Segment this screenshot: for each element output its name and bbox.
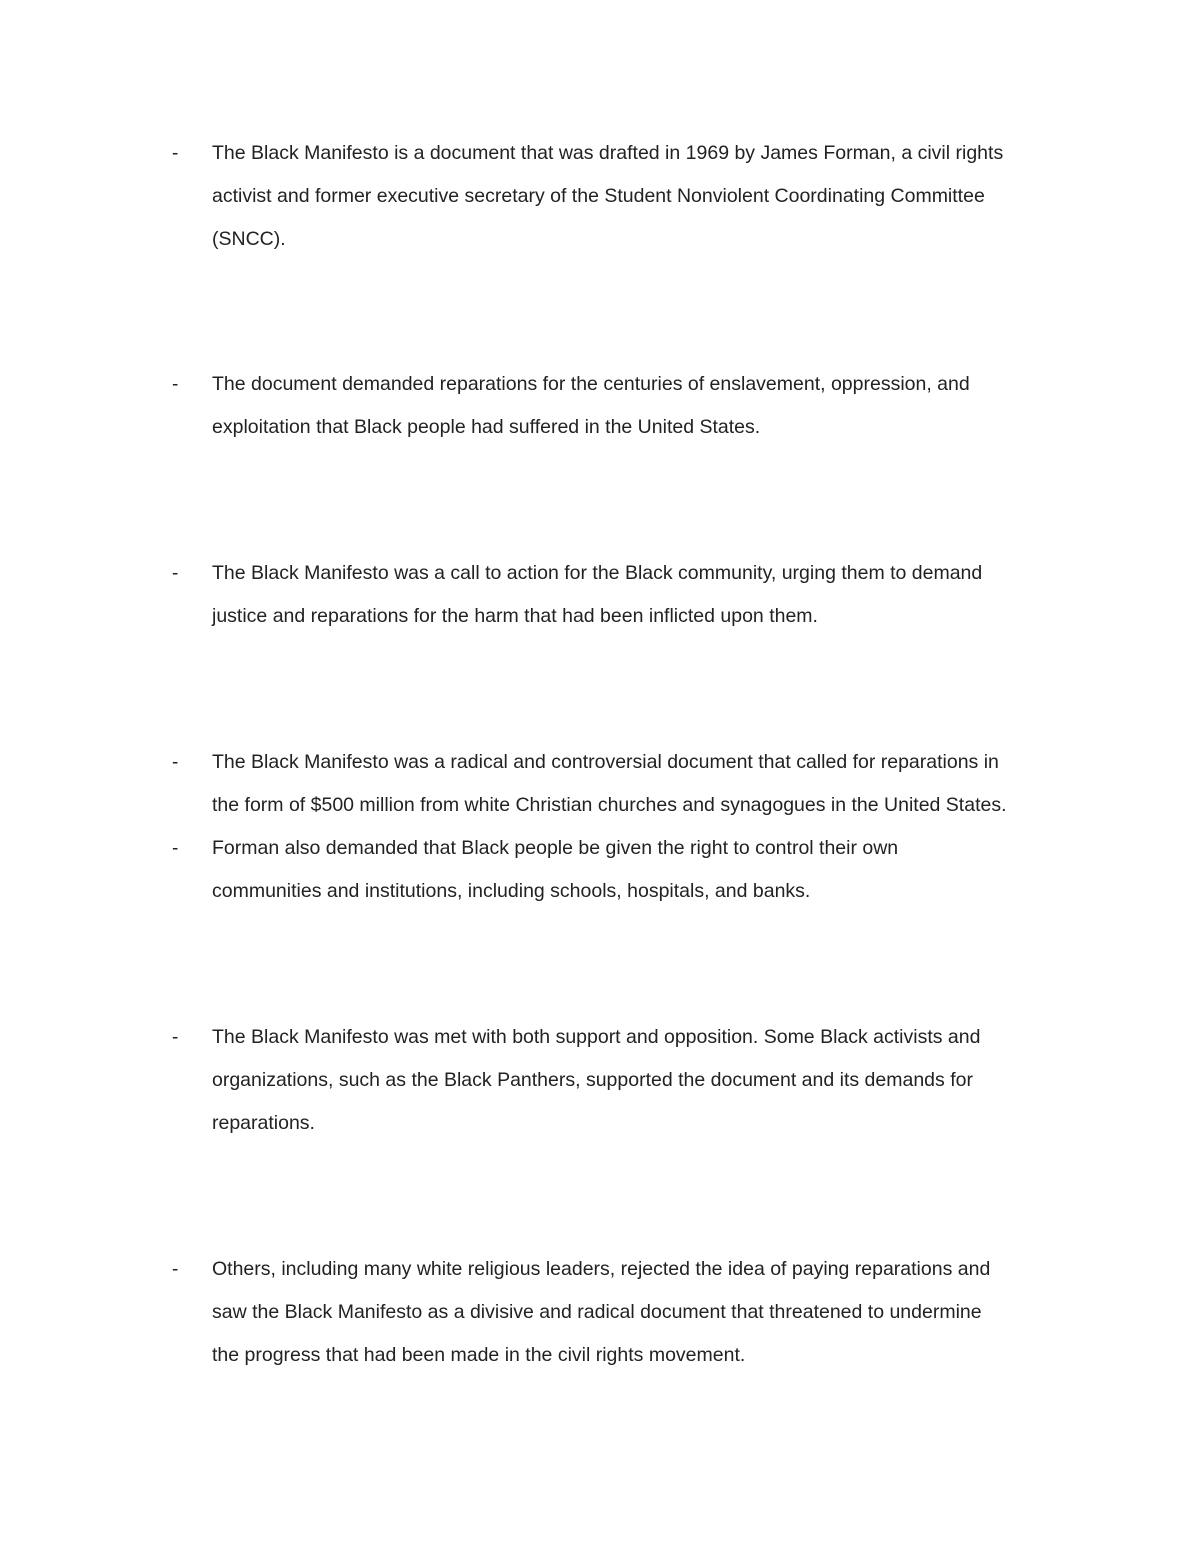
bullet-marker: - (172, 143, 179, 164)
bullet-marker: - (172, 752, 179, 773)
bullet-text: Others, including many white religious leaders, rejected the idea of paying reparations and saw the Black Manifesto as a divisive and radical document that threatened to undermine the progress that had been made in the civil rights movement. (212, 1258, 991, 1366)
bullet-text: The Black Manifesto was a call to action for the Black community, urging them to demand justice and reparations for the harm that had been inflicted upon them. (212, 562, 983, 627)
bullet-marker: - (172, 1259, 179, 1280)
bullet-text: The Black Manifesto is a document that was drafted in 1969 by James Forman, a civil rights activist and former executive secretary of the Student Nonviolent Coordinating Committee (SNCC). (212, 142, 1004, 250)
bullet-text: The document demanded reparations for the centuries of enslavement, oppression, and exploitation that Black people had suffered in the United States. (212, 373, 970, 438)
bullet-text: The Black Manifesto was met with both support and opposition. Some Black activists and organizations, such as the Black Panthers, supported the document and its demands for reparations. (212, 1026, 981, 1134)
bullet-marker: - (172, 838, 179, 859)
bullet-marker: - (172, 1027, 179, 1048)
bullet-text: The Black Manifesto was a radical and controversial document that called for reparations in the form of $500 million from white Christian churches and synagogues in the United States. (212, 751, 1007, 816)
bullet-marker: - (172, 563, 179, 584)
bullet-text: Forman also demanded that Black people be given the right to control their own communities and institutions, including schools, hospitals, and banks. (212, 837, 899, 902)
bullet-marker: - (172, 374, 179, 395)
